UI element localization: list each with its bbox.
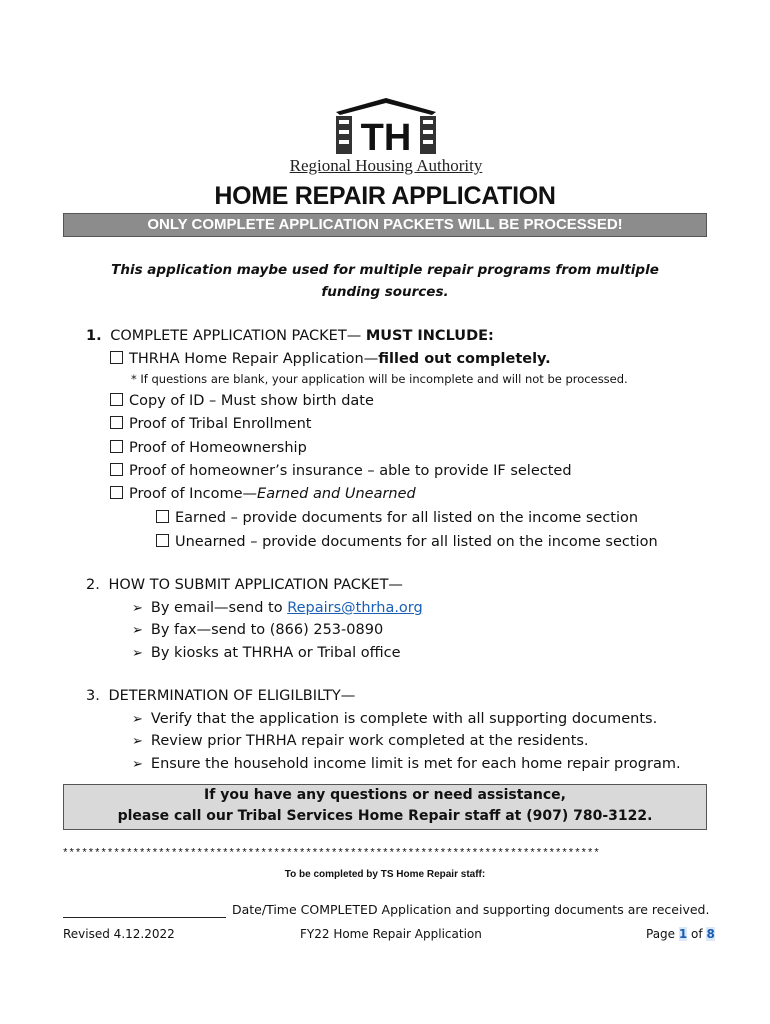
step-text: Review prior THRHA repair work completed at the residents. — [150, 733, 589, 749]
checklist-subitem-earned — [156, 510, 638, 526]
checkbox-icon[interactable] — [110, 416, 123, 429]
section1-lead: COMPLETE APPLICATION PACKET— — [110, 328, 366, 344]
item-label: Proof of Homeownership — [129, 440, 307, 456]
star-divider: ************************************************************************************ — [62, 848, 600, 860]
section1-heading — [86, 328, 494, 344]
processing-banner: ONLY COMPLETE APPLICATION PACKETS WILL BE PROCESSED! — [63, 213, 707, 237]
arrow-bullet-icon: ➢ — [132, 623, 143, 638]
section2-lead: HOW TO SUBMIT APPLICATION PACKET— — [108, 577, 403, 593]
checkbox-icon[interactable] — [110, 351, 123, 364]
section1-number: 1. — [86, 328, 102, 344]
fax-text: By fax—send to (866) 253-0890 — [150, 622, 384, 638]
checkbox-icon[interactable] — [110, 440, 123, 453]
date-time-signature-line[interactable] — [63, 917, 226, 918]
checkbox-icon[interactable] — [156, 534, 169, 547]
page-indicator — [646, 927, 715, 941]
checklist-subitem-unearned — [156, 534, 658, 550]
assistance-callout — [63, 784, 707, 830]
authority-logo — [278, 98, 494, 180]
item-label-italic: Earned and Unearned — [257, 486, 416, 502]
page-label: Page — [646, 927, 679, 941]
page-number: 1 — [678, 927, 688, 941]
section1-lead-bold: MUST INCLUDE: — [365, 328, 494, 344]
kiosk-text: By kiosks at THRHA or Tribal office — [150, 645, 401, 661]
section2-number: 2. — [86, 577, 100, 593]
arrow-bullet-icon: ➢ — [132, 646, 143, 661]
revised-date: Revised 4.12.2022 — [63, 927, 175, 941]
checklist-item-application — [110, 351, 551, 367]
house-logo-icon — [278, 98, 494, 158]
step-text: Ensure the household income limit is met for each home repair program. — [150, 756, 681, 772]
submit-by-fax — [132, 622, 383, 638]
email-prefix: By email—send to — [150, 600, 288, 616]
logo-name: Regional Housing Authority — [289, 156, 483, 175]
checklist-item-insurance — [110, 463, 572, 479]
logo-letters: TH — [360, 117, 412, 158]
email-link[interactable]: Repairs@thrha.org — [287, 600, 423, 616]
checkbox-icon[interactable] — [110, 393, 123, 406]
blank-questions-note: * If questions are blank, your application will be incomplete and will not be processed. — [131, 372, 628, 386]
arrow-bullet-icon: ➢ — [132, 601, 143, 616]
arrow-bullet-icon: ➢ — [132, 757, 143, 772]
eligibility-step-income — [132, 756, 681, 772]
item-label: Proof of homeowner’s insurance – able to provide IF selected — [129, 463, 572, 479]
step-text: Verify that the application is complete with all supporting documents. — [150, 711, 658, 727]
section3-number: 3. — [86, 688, 100, 704]
staff-note: To be completed by TS Home Repair staff: — [284, 869, 486, 880]
page-title: HOME REPAIR APPLICATION — [214, 182, 556, 210]
checkbox-icon[interactable] — [110, 486, 123, 499]
callout-line2: please call our Tribal Services Home Repair staff at (907) 780-3122. — [117, 808, 653, 824]
section3-lead: DETERMINATION OF ELIGILBILTY— — [108, 688, 356, 704]
submit-by-kiosk — [132, 645, 401, 661]
page-total: 8 — [706, 927, 715, 941]
item-label: Proof of Tribal Enrollment — [129, 416, 312, 432]
section3-heading — [86, 688, 355, 704]
arrow-bullet-icon: ➢ — [132, 734, 143, 749]
checklist-item-homeownership — [110, 440, 307, 456]
arrow-bullet-icon: ➢ — [132, 712, 143, 727]
item-label: Earned – provide documents for all listed on the income section — [175, 510, 639, 526]
date-time-label: Date/Time COMPLETED Application and supporting documents are received. — [232, 902, 710, 917]
checkbox-icon[interactable] — [110, 463, 123, 476]
submit-by-email — [132, 600, 423, 616]
eligibility-step-review — [132, 733, 589, 749]
item-label-bold: filled out completely. — [378, 351, 551, 367]
checklist-item-id — [110, 393, 374, 409]
eligibility-step-verify — [132, 711, 657, 727]
callout-line1: If you have any questions or need assistance, — [204, 787, 566, 803]
checkbox-icon[interactable] — [156, 510, 169, 523]
item-label: Unearned – provide documents for all listed on the income section — [175, 534, 658, 550]
of-label: of — [687, 927, 707, 941]
item-label: THRHA Home Repair Application— — [129, 351, 379, 367]
intro-text: This application maybe used for multiple repair programs from multiple funding sources. — [111, 262, 659, 300]
item-label: Proof of Income— — [129, 486, 258, 502]
item-label: Copy of ID – Must show birth date — [129, 393, 374, 409]
footer-doc-title: FY22 Home Repair Application — [300, 927, 482, 941]
section2-heading — [86, 577, 403, 593]
checklist-item-enrollment — [110, 416, 311, 432]
checklist-item-income — [110, 486, 416, 502]
